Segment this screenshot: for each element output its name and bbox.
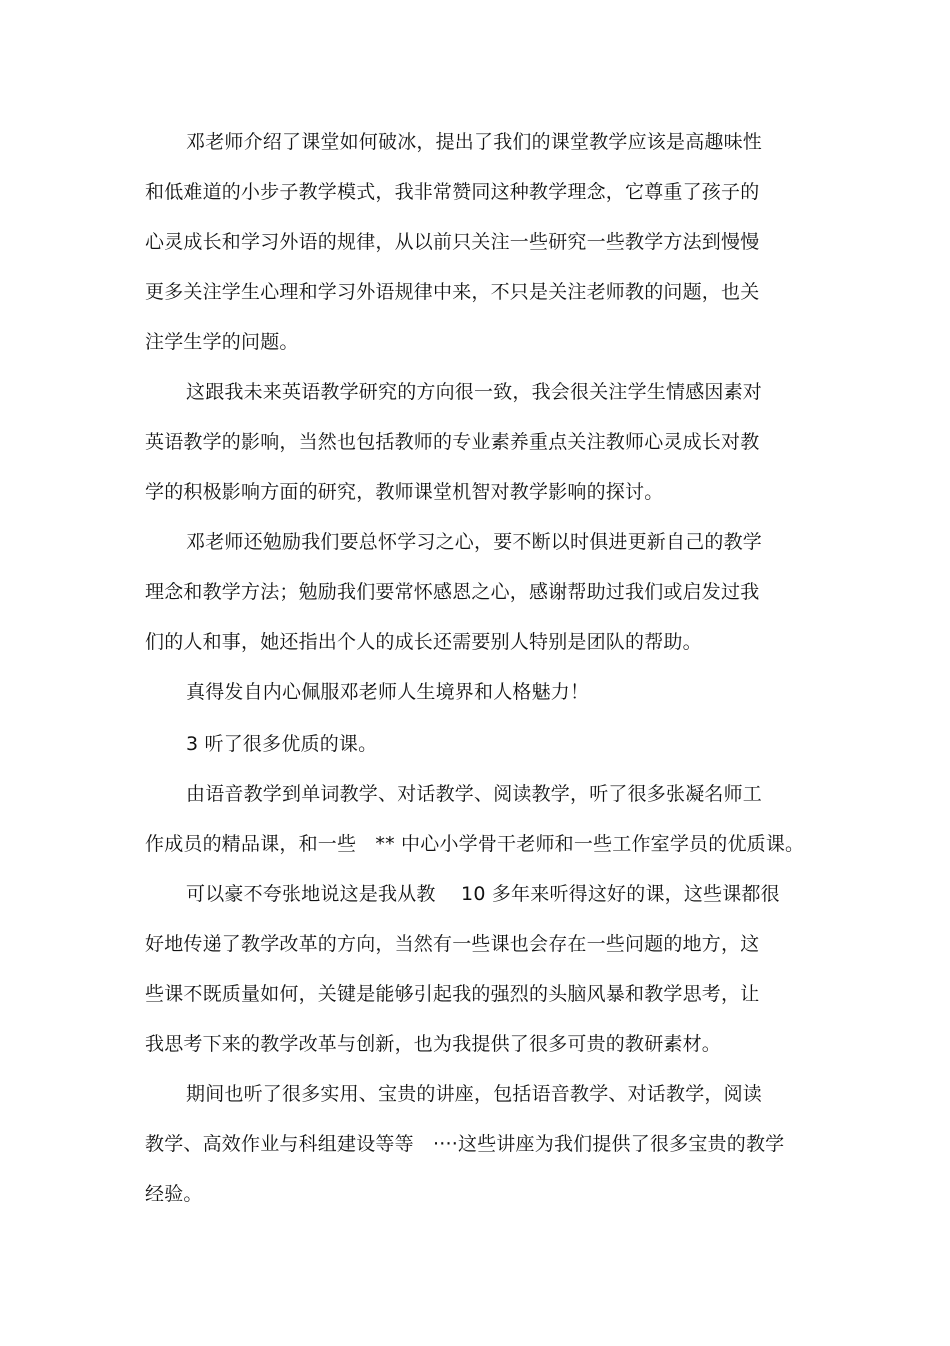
paragraph-1-line-4: 更多关注学生心理和学习外语规律中来，不只是关注老师教的问题，也关 [145,281,760,303]
paragraph-5-line-1: 由语音教学到单词教学、对话教学、阅读教学，听了很多张凝名师工 [186,783,763,805]
paragraph-1-line-1: 邓老师介绍了课堂如何破冰，提出了我们的课堂教学应该是高趣味性 [186,131,763,153]
paragraph-2-line-2: 英语教学的影响，当然也包括教师的专业素养重点关注教师心灵成长对教 [145,431,760,453]
paragraph-2-line-1: 这跟我未来英语教学研究的方向很一致，我会很关注学生情感因素对 [186,381,763,403]
paragraph-5-line-2: 作成员的精品课，和一些 ** 中心小学骨干老师和一些工作室学员的优质课。 [145,833,805,855]
paragraph-6-line-2: 好地传递了教学改革的方向，当然有一些课也会存在一些问题的地方，这 [145,933,760,955]
paragraph-1-line-3: 心灵成长和学习外语的规律，从以前只关注一些研究一些教学方法到慢慢 [145,231,760,253]
paragraph-6-line-1: 可以豪不夸张地说这是我从教 10 多年来听得这好的课，这些课都很 [186,883,780,905]
paragraph-7-line-1: 期间也听了很多实用、宝贵的讲座，包括语音教学、对话教学，阅读 [186,1083,763,1105]
paragraph-6-line-4: 我思考下来的教学改革与创新，也为我提供了很多可贵的教研素材。 [145,1033,722,1055]
paragraph-1-line-5: 注学生学的问题。 [145,331,299,353]
paragraph-4-line-1: 真得发自内心佩服邓老师人生境界和人格魅力！ [186,681,590,703]
paragraph-1-line-2: 和低难道的小步子教学模式，我非常赞同这种教学理念，它尊重了孩子的 [145,181,760,203]
paragraph-7-line-3: 经验。 [145,1183,203,1205]
paragraph-3-line-2: 理念和教学方法；勉励我们要常怀感恩之心，感谢帮助过我们或启发过我 [145,581,760,603]
paragraph-3-line-1: 邓老师还勉励我们要总怀学习之心，要不断以时俱进更新自己的教学 [186,531,763,553]
section-heading: 3 听了很多优质的课。 [186,733,378,755]
paragraph-2-line-3: 学的积极影响方面的研究，教师课堂机智对教学影响的探讨。 [145,481,664,503]
paragraph-7-line-2: 教学、高效作业与科组建设等等 ····这些讲座为我们提供了很多宝贵的教学 [145,1133,785,1155]
paragraph-3-line-3: 们的人和事，她还指出个人的成长还需要别人特别是团队的帮助。 [145,631,702,653]
paragraph-6-line-3: 些课不既质量如何，关键是能够引起我的强烈的头脑风暴和教学思考，让 [145,983,760,1005]
